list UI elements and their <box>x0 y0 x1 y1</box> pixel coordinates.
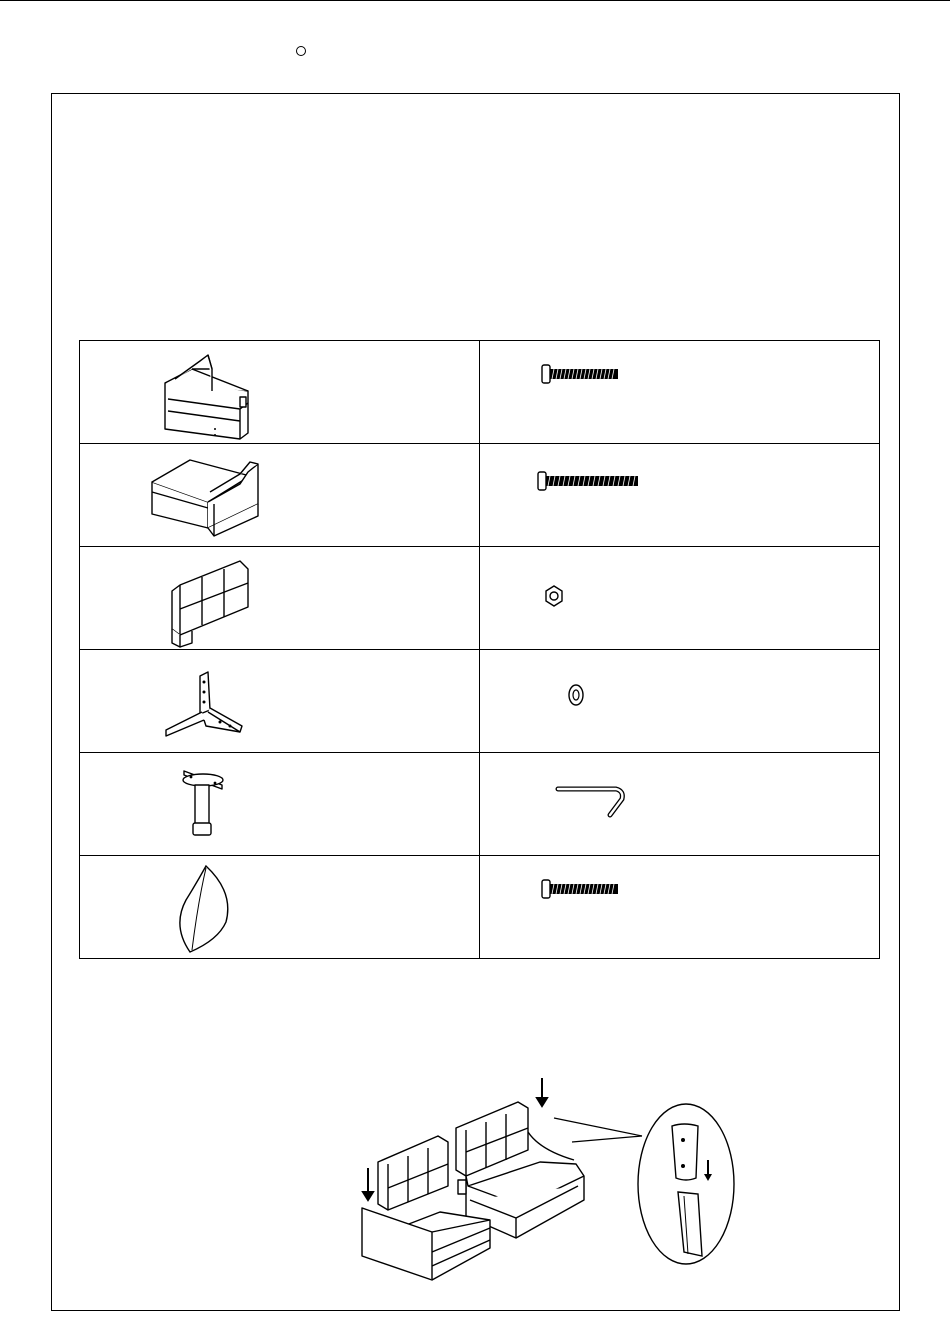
parts-row <box>80 753 880 856</box>
parts-row <box>80 444 880 547</box>
part-cell <box>480 856 880 959</box>
part-cell <box>80 341 480 444</box>
short-bolt-icon <box>480 341 880 443</box>
part-cell <box>480 547 880 650</box>
part-cell <box>480 650 880 753</box>
small-circle-mark <box>296 46 306 56</box>
parts-row <box>80 341 880 444</box>
washer-icon <box>480 650 880 752</box>
part-cell <box>80 444 480 547</box>
parts-row <box>80 650 880 753</box>
allen-key-icon <box>480 753 880 855</box>
top-rule <box>0 0 950 1</box>
hex-nut-icon <box>480 547 880 649</box>
parts-row <box>80 856 880 959</box>
round-leg-icon <box>80 753 480 855</box>
bolt-icon <box>480 856 880 958</box>
bracket-slide-detail-icon <box>638 1104 734 1264</box>
parts-table <box>79 340 880 959</box>
corner-arm-module-icon <box>80 444 480 546</box>
part-cell <box>480 444 880 547</box>
parts-row <box>80 547 880 650</box>
part-cell <box>80 856 480 959</box>
tufted-backrest-icon <box>80 547 480 649</box>
cushion-leaf-icon <box>80 856 480 958</box>
armless-seat-module-icon <box>80 341 480 443</box>
long-bolt-icon <box>480 444 880 546</box>
part-cell <box>80 650 480 753</box>
part-cell <box>480 341 880 444</box>
part-cell <box>80 547 480 650</box>
sofa-backrest-insertion-icon <box>340 1070 760 1300</box>
part-cell <box>80 753 480 856</box>
part-cell <box>480 753 880 856</box>
three-arm-leg-bracket-icon <box>80 650 480 752</box>
